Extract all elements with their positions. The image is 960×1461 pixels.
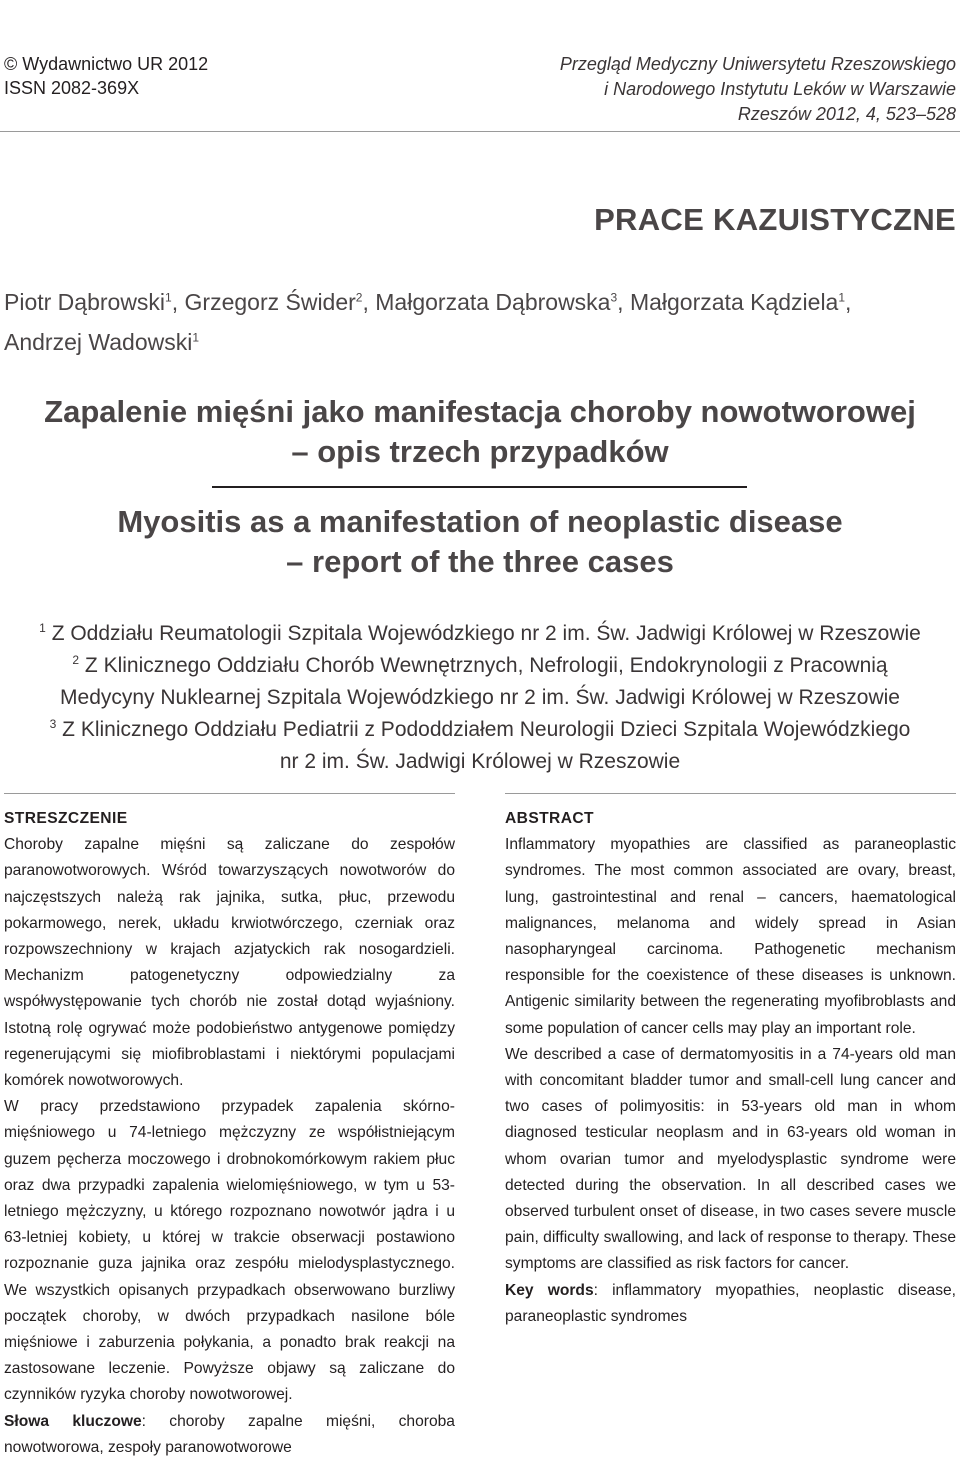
author-separator: ,	[845, 289, 852, 315]
author-2	[185, 289, 376, 315]
author-name: Andrzej Wadowski	[4, 329, 193, 355]
author-affiliation-marker: 1	[192, 330, 200, 345]
author-3	[375, 289, 630, 315]
keywords-text: : choroby zapalne mięśni, choroba nowotworowa, zespoły paranowotworowe	[4, 1412, 455, 1456]
author-affiliation-marker: 1	[838, 290, 846, 305]
affiliation-number: 2	[72, 653, 80, 667]
affiliation-1	[0, 618, 960, 650]
publisher-info	[4, 52, 208, 100]
author-name: Małgorzata Kądziela	[629, 289, 839, 315]
title-polish	[0, 392, 960, 472]
author-name: Małgorzata Dąbrowska	[375, 289, 611, 315]
author-1	[4, 289, 185, 315]
author-affiliation-marker: 3	[610, 290, 618, 305]
abstract-paragraph-2: We described a case of dermatomyositis in a 74-years old man with concomitant bladder tumor and small-cell lung cancer and two cases of polimyositis: in 53-years old man in whom diagnosed testicular neoplasm and in 63-years old woman in whom ovarian tumor and myelodysplastic syndrome were detected during the observation. In all described cases we observed turbulent onset of disease, in two cases severe muscle pain, difficulty swallowing, and lack of response to therapy. These symptoms are classified as risk factors for cancer.	[505, 1045, 956, 1273]
abstract-column	[505, 806, 956, 1330]
left-column-divider	[4, 793, 455, 794]
issn-line: ISSN 2082-369X	[4, 78, 140, 98]
streszczenie-heading: STRESZCZENIE	[4, 810, 128, 827]
journal-line-3: Rzeszów 2012, 4, 523–528	[737, 104, 956, 124]
title-divider	[212, 486, 747, 488]
author-separator: ,	[362, 289, 376, 315]
author-name: Piotr Dąbrowski	[4, 289, 166, 315]
author-separator: ,	[617, 289, 630, 315]
author-name: Grzegorz Świder	[184, 289, 356, 315]
title-english	[0, 502, 960, 582]
abstract-keywords	[505, 1278, 956, 1330]
abstract-paragraph-1: Inflammatory myopathies are classified as paraneoplastic syndromes. The most common associated are ovary, breast, lung, gastrointestinal and renal – cancers, haematological malignances, melanoma and widely spread in Asian nasopharyngeal carcinoma. Pathogenetic mechanism responsible for the coexistence of these diseases is unknown. Antigenic similarity between the regenerating myofibroblasts and some population of cancer cells may play an important role.	[505, 836, 956, 1037]
author-4	[630, 289, 851, 315]
keywords-label: Słowa kluczowe	[4, 1412, 142, 1430]
affiliation-2	[0, 650, 960, 682]
right-column-divider	[505, 793, 956, 794]
streszczenie-keywords	[4, 1409, 455, 1461]
author-affiliation-marker: 1	[165, 290, 172, 305]
keywords-text: : inflammatory myopathies, neoplastic disease, paraneoplastic syndromes	[505, 1281, 956, 1325]
author-list	[4, 282, 956, 362]
affiliation-3-cont: nr 2 im. Św. Jadwigi Królowej w Rzeszowie	[279, 750, 681, 773]
streszczenie-paragraph-1: Choroby zapalne mięśni są zaliczane do zespołów paranowotworowych. Wśród towarzyszących nowotworów do najczęstszych należą rak jajnika, sutka, płuc, przewodu pokarmowego, nerek, układu krwiotwórczego, czerniak oraz rozpowszechniony w krajach azjatyckich rak nosogardzieli. Mechanizm patogenetyczny odpowiedzialny za współwystępowanie tych chorób nie został dotąd wyjaśniony. Istotną rolę ogrywać może podobieństwo antygenowe pomiędzy regenerującymi się miofibroblastami i niektórymi populacjami komórek nowotworowych.	[4, 836, 455, 1090]
streszczenie-paragraph-2: W pracy przedstawiono przypadek zapalenia skórno-mięśniowego u 74-letniego mężczyzny ze współistniejącym guzem pęcherza moczowego i drobnokomórkowym rakiem płuc oraz dwa przypadki zapalenia wielomięśniowego, w tym u 53-letniego mężczyzny, u którego rozpoznano nowotwór jądra i u 63-letniej kobiety, u której w trakcie obserwacji postawiono rozpoznanie guza jajnika oraz zespółu mielodysplastycznego. We wszystkich opisanych przypadkach obserwowano burzliwy początek choroby, w dwóch przypadkach nasilone bóle mięśniowe i zaburzenia połykania, a ponadto brak reakcji na zastosowane leczenie. Powyższe objawy są zaliczane do czynników ryzyka choroby nowotworowej.	[4, 1098, 455, 1404]
abstract-heading: ABSTRACT	[505, 810, 594, 827]
affiliation-number: 3	[49, 717, 57, 731]
publisher-line: © Wydawnictwo UR 2012	[4, 54, 209, 74]
journal-line-2: i Narodowego Instytutu Leków w Warszawie	[604, 79, 956, 99]
affiliation-2-cont: Medycyny Nuklearnej Szpitala Wojewódzkiego nr 2 im. Św. Jadwigi Królowej w Rzeszowie	[60, 686, 900, 709]
author-separator: ,	[171, 289, 185, 315]
affiliations	[0, 618, 960, 778]
title-english-line-2: – report of the three cases	[286, 544, 674, 579]
header-divider	[0, 131, 960, 132]
title-polish-line-1: Zapalenie mięśni jako manifestacja choroby nowotworowej	[44, 394, 916, 429]
affiliation-text: Z Klinicznego Oddziału Chorób Wewnętrznych, Nefrologii, Endokrynologii z Pracownią	[84, 654, 888, 677]
title-polish-line-2: – opis trzech przypadków	[291, 434, 669, 469]
author-affiliation-marker: 2	[355, 290, 363, 305]
keywords-label: Key words	[505, 1281, 594, 1299]
streszczenie-column	[4, 806, 455, 1461]
affiliation-3	[0, 714, 960, 746]
affiliation-number: 1	[39, 621, 46, 635]
author-5	[4, 329, 199, 355]
affiliation-text: Z Klinicznego Oddziału Pediatrii z Pododdziałem Neurologii Dzieci Szpitala Wojewódzkiego	[62, 718, 911, 741]
title-english-line-1: Myositis as a manifestation of neoplastic disease	[117, 504, 843, 539]
journal-line-1: Przegląd Medyczny Uniwersytetu Rzeszowskiego	[559, 54, 956, 74]
affiliation-text: Z Oddziału Reumatologii Szpitala Wojewódzkiego nr 2 im. Św. Jadwigi Królowej w Rzeszowie	[51, 622, 921, 645]
section-heading: PRACE KAZUISTYCZNE	[594, 202, 956, 237]
journal-info	[560, 52, 956, 127]
